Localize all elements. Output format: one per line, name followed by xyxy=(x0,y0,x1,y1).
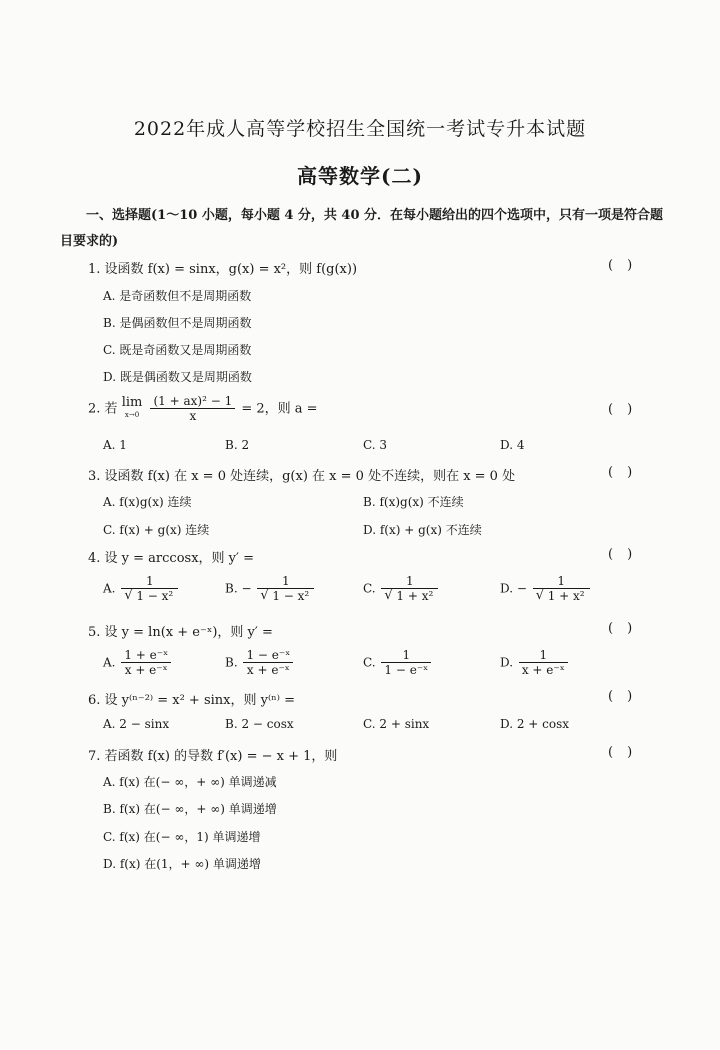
q5-option-a-num: 1 + e⁻ˣ xyxy=(124,648,169,662)
q7-option-b: B. f(x) 在(− ∞，+ ∞) 单调递增 xyxy=(103,802,277,816)
q2-limit xyxy=(122,397,143,421)
q6-option-d: D. 2 + cosx xyxy=(500,717,570,731)
q7-option-d: D. f(x) 在(1，+ ∞) 单调递增 xyxy=(103,857,261,871)
exam-title: 2022年成人高等学校招生全国统一考试专升本试题 xyxy=(133,118,587,140)
q4-option-c-den-wrap: √ 1 + x² xyxy=(381,588,438,604)
q5-option-c-fraction xyxy=(381,648,431,678)
q5-option-d-fraction xyxy=(519,648,568,678)
q7-option-a: A. f(x) 在(− ∞，+ ∞) 单调递减 xyxy=(103,775,277,789)
q5-option-c xyxy=(363,648,433,678)
q5-answer-paren: () xyxy=(608,621,647,636)
q4-option-b xyxy=(225,574,316,604)
q3-answer-paren: () xyxy=(608,465,647,480)
q4-option-c-den: 1 + x² xyxy=(396,589,434,603)
q6-option-c: C. 2 + sinx xyxy=(363,717,430,731)
q3-option-d: D. f(x) + g(x) 不连续 xyxy=(363,523,482,537)
q5-option-c-label: C. xyxy=(363,655,376,670)
q4-stem: 4. 设 y = arccosx，则 y′ = xyxy=(88,551,254,566)
q1-answer-paren: () xyxy=(608,258,647,273)
q2-denominator: x xyxy=(150,408,235,424)
q2-answer-paren: () xyxy=(608,402,647,417)
q4-option-d-den: 1 + x² xyxy=(547,589,585,603)
q4-option-a-den-wrap: √ 1 − x² xyxy=(121,588,178,604)
q7-stem: 7. 若函数 f(x) 的导数 f′(x) = − x + 1，则 xyxy=(88,749,338,764)
q4-option-d-fraction xyxy=(533,574,590,604)
q1-option-b: B. 是偶函数但不是周期函数 xyxy=(103,316,252,330)
q2-option-b: B. 2 xyxy=(225,438,250,452)
q5-option-a-label: A. xyxy=(103,655,116,670)
q5-option-b-num: 1 − e⁻ˣ xyxy=(246,648,291,662)
q6-option-a: A. 2 − sinx xyxy=(103,717,170,731)
q5-option-a-den: x + e⁻ˣ xyxy=(121,662,171,678)
q4-option-d xyxy=(500,574,592,604)
q5-option-d xyxy=(500,648,570,678)
q4-option-b-label: B. − xyxy=(225,581,252,596)
q4-option-b-den-wrap: √ 1 − x² xyxy=(257,588,314,604)
q2-option-c: C. 3 xyxy=(363,438,388,452)
q4-option-b-fraction xyxy=(257,574,314,604)
q4-answer-paren: () xyxy=(608,547,647,562)
q5-option-d-num: 1 xyxy=(539,648,548,662)
q4-option-c-fraction xyxy=(381,574,438,604)
q5-option-b-fraction xyxy=(243,648,293,678)
q3-stem: 3. 设函数 f(x) 在 x = 0 处连续，g(x) 在 x = 0 处不连续，则在 x = 0 处 xyxy=(88,469,516,484)
q4-option-a-den: 1 − x² xyxy=(136,589,174,603)
q4-option-c-num: 1 xyxy=(406,574,414,588)
q1-option-c: C. 既是奇函数又是周期函数 xyxy=(103,343,252,357)
q1-option-a: A. 是奇函数但不是周期函数 xyxy=(103,289,252,303)
q2-numerator: (1 + ax)² − 1 xyxy=(153,394,233,408)
q4-option-a-num: 1 xyxy=(145,574,154,588)
q5-stem: 5. 设 y = ln(x + e⁻ˣ)，则 y′ = xyxy=(88,625,273,640)
q3-option-a: A. f(x)g(x) 连续 xyxy=(103,495,192,509)
q5-option-d-den: x + e⁻ˣ xyxy=(519,662,568,678)
q6-answer-paren: () xyxy=(608,689,647,704)
q4-option-c-label: C. xyxy=(363,581,376,596)
q4-option-b-num: 1 xyxy=(281,574,290,588)
q2-option-a: A. 1 xyxy=(103,438,127,452)
section-instructions xyxy=(60,203,666,255)
exam-subtitle: 高等数学(二) xyxy=(297,164,423,188)
q5-option-c-den: 1 − e⁻ˣ xyxy=(381,662,431,678)
q4-option-a-label: A. xyxy=(103,581,116,596)
q4-option-a-fraction xyxy=(121,574,178,604)
q2-prefix: 2. 若 xyxy=(88,401,118,417)
q1-option-d: D. 既是偶函数又是周期函数 xyxy=(103,370,252,384)
q7-option-c: C. f(x) 在(− ∞，1) 单调递增 xyxy=(103,830,261,844)
q4-option-a xyxy=(103,574,180,604)
q2-option-d: D. 4 xyxy=(500,438,525,452)
q5-option-b xyxy=(225,648,295,678)
q5-option-c-num: 1 xyxy=(402,648,411,662)
q4-option-d-den-wrap: √ 1 + x² xyxy=(533,588,590,604)
q5-option-a-fraction xyxy=(121,648,171,678)
q2-fraction xyxy=(150,394,235,424)
q5-option-a xyxy=(103,648,173,678)
section-instructions-line1: 一、选择题(1～10 小题，每小题 4 分，共 40 分．在每小题给出的四个选项中，只有一项是符合题 xyxy=(86,208,664,223)
q4-option-b-den: 1 − x² xyxy=(272,589,310,603)
q6-stem: 6. 设 y⁽ⁿ⁻²⁾ = x² + sinx，则 y⁽ⁿ⁾ = xyxy=(88,693,295,708)
q2-stem xyxy=(88,394,318,424)
q2-limit-sub: x→0 xyxy=(124,411,140,419)
q5-option-b-label: B. xyxy=(225,655,238,670)
q3-option-c: C. f(x) + g(x) 连续 xyxy=(103,523,210,537)
q4-option-d-num: 1 xyxy=(557,574,565,588)
q6-option-b: B. 2 − cosx xyxy=(225,717,294,731)
q4-option-c xyxy=(363,574,440,604)
q7-answer-paren: () xyxy=(608,745,647,760)
q2-suffix: = 2，则 a = xyxy=(241,401,318,417)
q3-option-b: B. f(x)g(x) 不连续 xyxy=(363,495,464,509)
q2-limit-word: lim xyxy=(121,395,143,410)
section-instructions-line2: 目要求的) xyxy=(60,234,119,249)
q4-option-d-label: D. − xyxy=(500,581,527,596)
q5-option-d-label: D. xyxy=(500,655,514,670)
q1-stem: 1. 设函数 f(x) = sinx，g(x) = x²，则 f(g(x)) xyxy=(88,262,358,277)
q5-option-b-den: x + e⁻ˣ xyxy=(243,662,293,678)
